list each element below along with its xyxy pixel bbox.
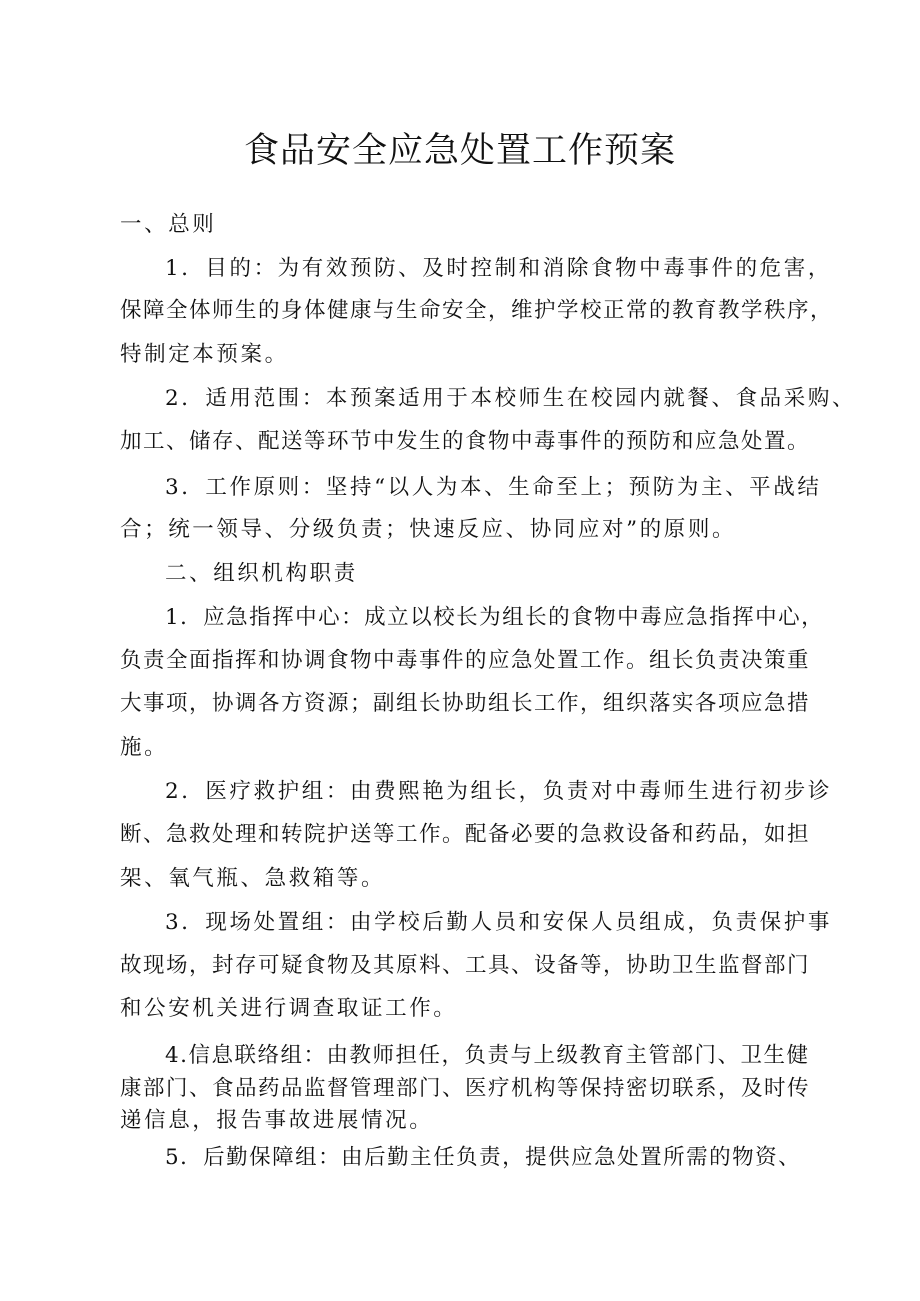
section-heading-general: 一、总则 <box>120 212 217 237</box>
paragraph-line: 递信息，报告事故进展情况。 <box>120 1108 434 1133</box>
paragraph-line: 大事项，协调各方资源；副组长协助组长工作，组织落实各项应急措 <box>120 691 811 716</box>
paragraph-line: 1．目的：为有效预防、及时控制和消除食物中毒事件的危害， <box>165 256 832 281</box>
paragraph-line: 1．应急指挥中心：成立以校长为组长的食物中毒应急指挥中心， <box>165 605 825 630</box>
paragraph-line: 故现场，封存可疑食物及其原料、工具、设备等，协助卫生监督部门 <box>120 953 811 978</box>
paragraph-line: 架、氧气瓶、急救箱等。 <box>120 866 386 891</box>
paragraph-line: 2．适用范围：本预案适用于本校师生在校园内就餐、食品采购、 <box>165 386 857 411</box>
section-heading-organization: 二、组织机构职责 <box>165 561 358 586</box>
document-title: 食品安全应急处置工作预案 <box>243 131 676 171</box>
paragraph-line: 加工、储存、配送等环节中发生的食物中毒事件的预防和应急处置。 <box>120 429 811 454</box>
paragraph-line: 5．后勤保障组：由后勤主任负责，提供应急处置所需的物资、 <box>165 1145 802 1170</box>
paragraph-line: 3．工作原则：坚持“以人为本、生命至上；预防为主、平战结 <box>165 475 822 500</box>
paragraph-line: 3．现场处置组：由学校后勤人员和安保人员组成，负责保护事 <box>165 910 832 935</box>
paragraph-line: 负责全面指挥和协调食物中毒事件的应急处置工作。组长负责决策重 <box>120 648 811 673</box>
paragraph-line: 断、急救处理和转院护送等工作。配备必要的急救设备和药品，如担 <box>120 822 811 847</box>
paragraph-line: 和公安机关进行调查取证工作。 <box>120 996 458 1021</box>
paragraph-line: 2．医疗救护组：由费熙艳为组长，负责对中毒师生进行初步诊 <box>165 779 832 804</box>
paragraph-line: 特制定本预案。 <box>120 342 289 367</box>
paragraph-line: 保障全体师生的身体健康与生命安全，维护学校正常的教育教学秩序， <box>120 298 834 323</box>
paragraph-line: 4.信息联络组：由教师担任，负责与上级教育主管部门、卫生健 <box>165 1043 810 1068</box>
paragraph-line: 康部门、食品药品监督管理部门、医疗机构等保持密切联系，及时传 <box>120 1076 811 1101</box>
paragraph-line: 合；统一领导、分级负责；快速反应、协同应对”的原则。 <box>120 517 737 542</box>
paragraph-line: 施。 <box>120 735 169 760</box>
